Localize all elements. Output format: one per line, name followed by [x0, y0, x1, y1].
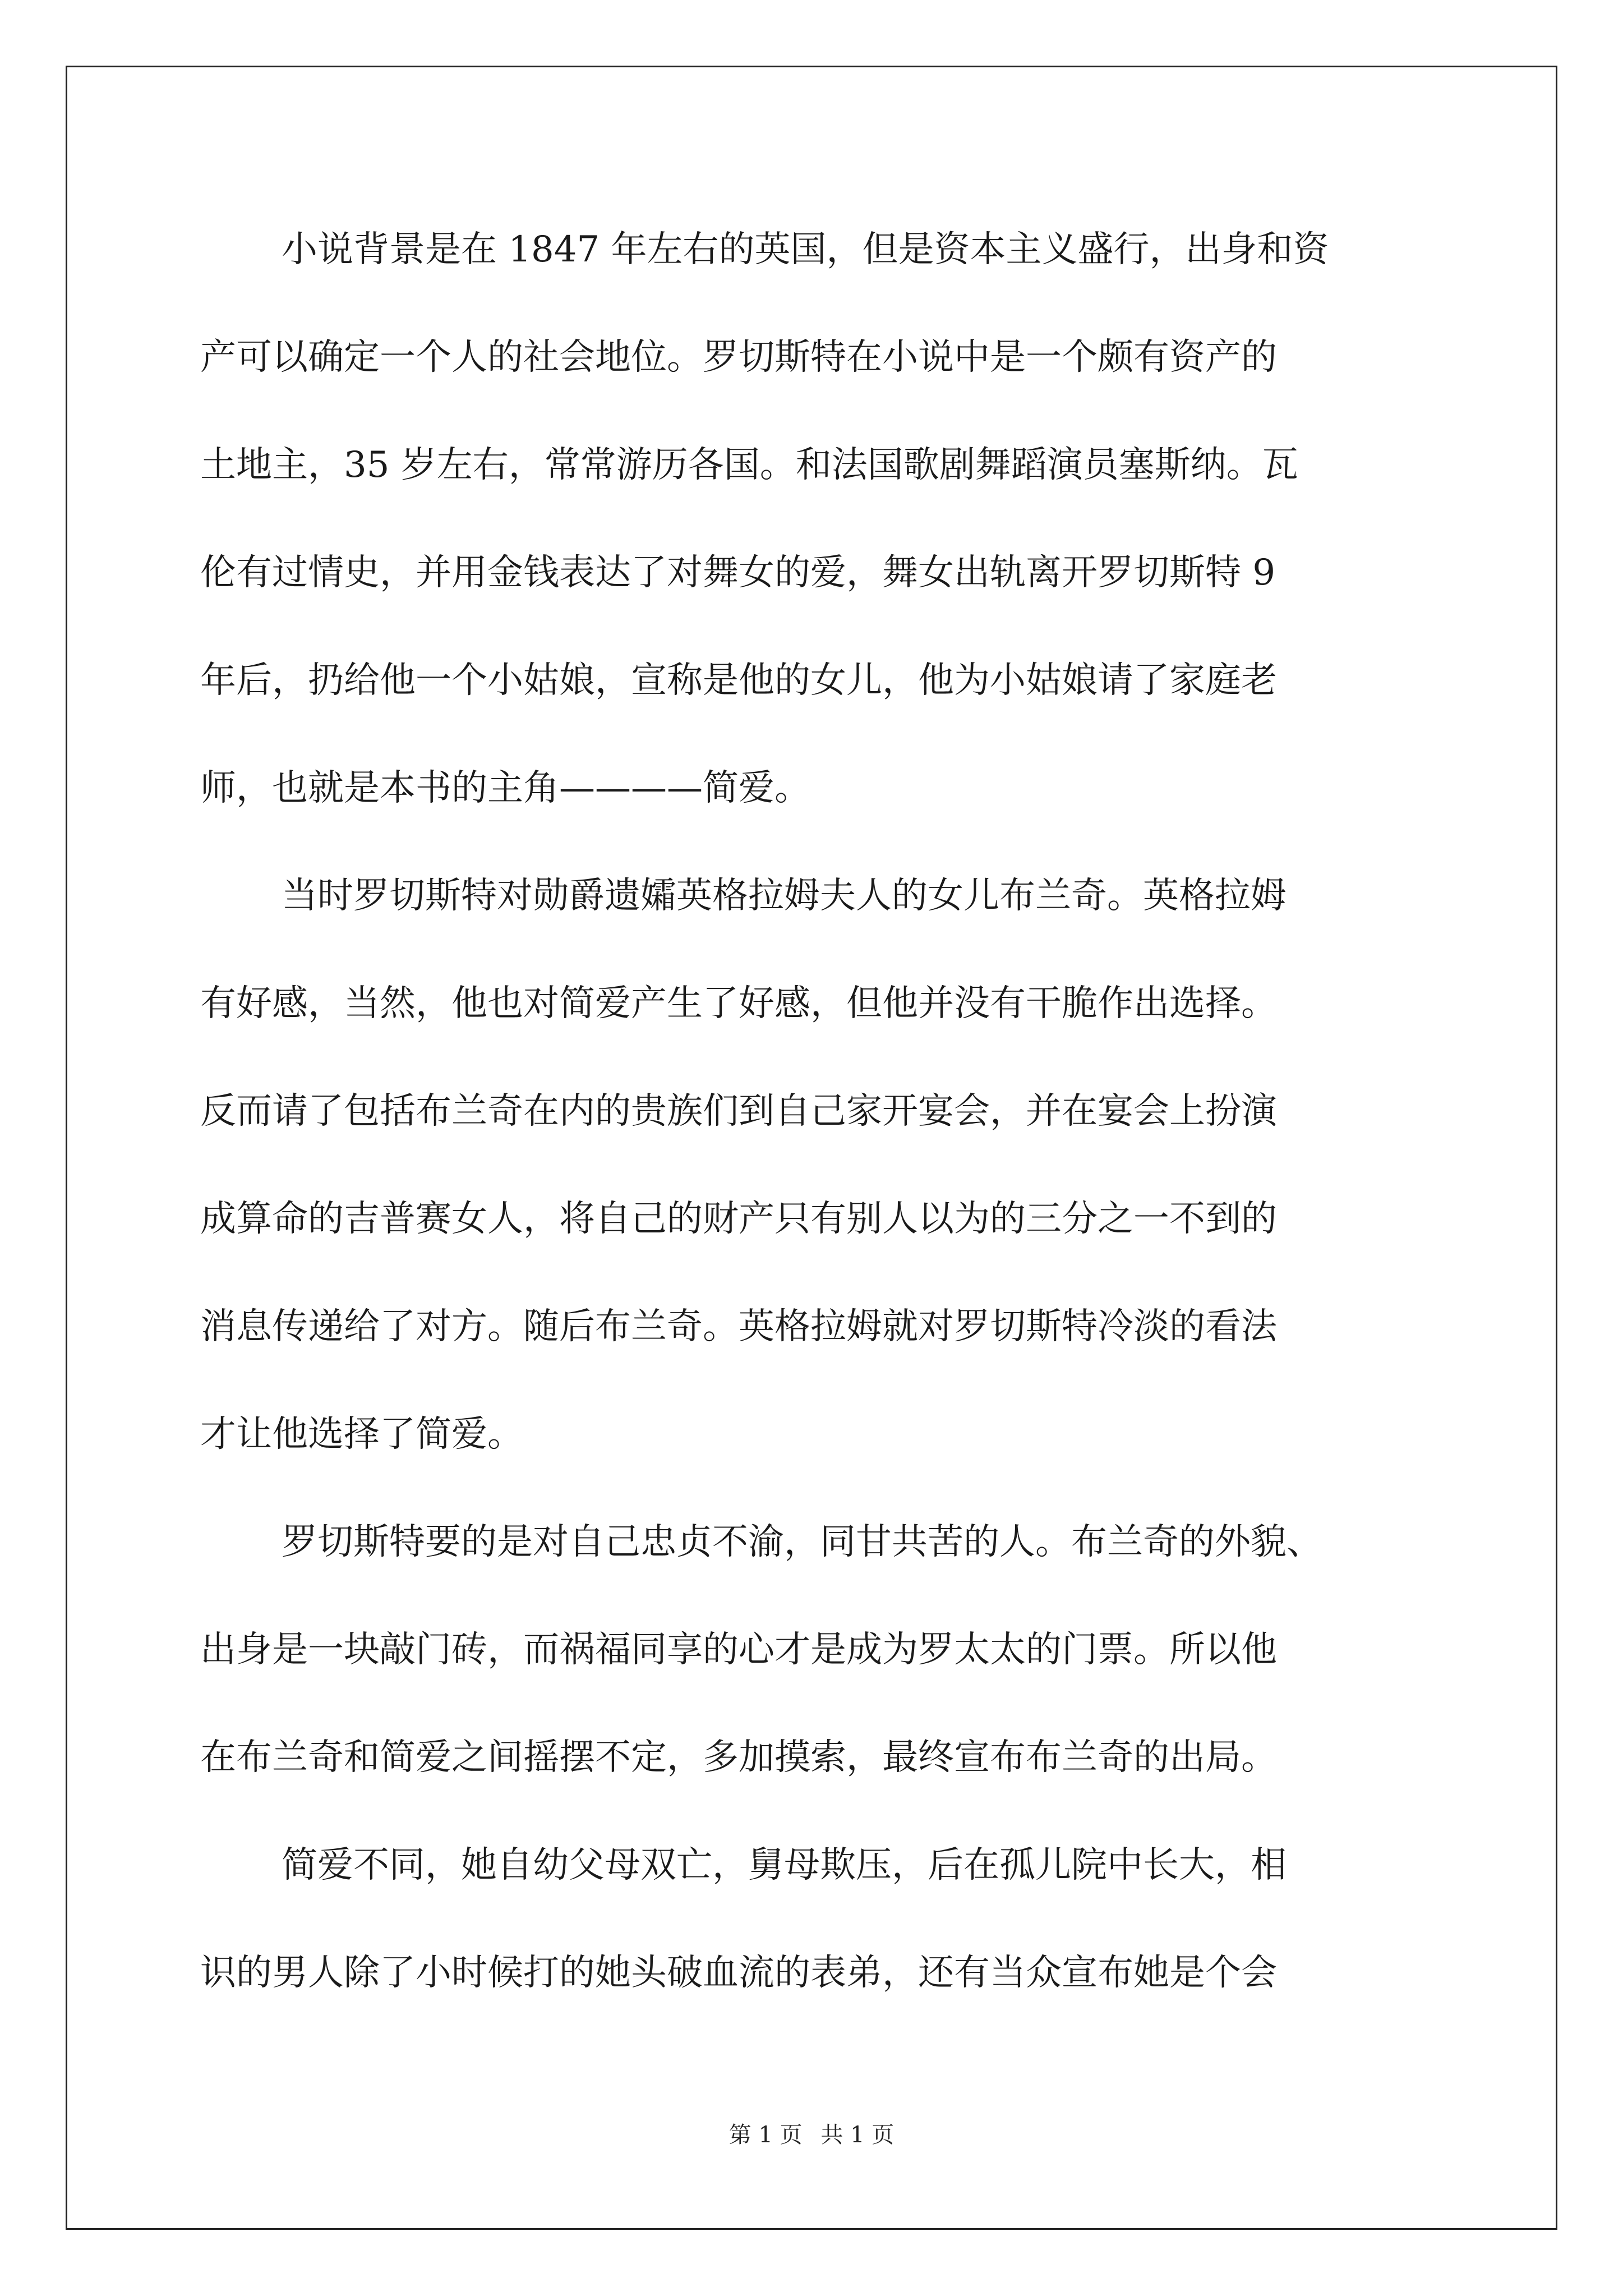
- text-line: 消息传递给了对方。随后布兰奇。英格拉姆就对罗切斯特冷淡的看法: [200, 1306, 1277, 1347]
- text-line: 出身是一块敲门砖，而祸福同享的心才是成为罗太太的门票。所以他: [200, 1629, 1277, 1671]
- text-line: 年后，扔给他一个小姑娘，宣称是他的女儿，他为小姑娘请了家庭老: [200, 660, 1277, 701]
- text-line: 才让他选择了简爱。: [200, 1414, 523, 1455]
- page-number-current: 第 1 页: [728, 2122, 803, 2148]
- page-number-total: 共 1 页: [820, 2122, 895, 2148]
- text-line: 当时罗切斯特对勋爵遗孀英格拉姆夫人的女儿布兰奇。英格拉姆: [282, 875, 1287, 917]
- text-line: 罗切斯特要的是对自己忠贞不渝，同甘共苦的人。布兰奇的外貌、: [282, 1521, 1322, 1563]
- text-line: 在布兰奇和简爱之间摇摆不定，多加摸索，最终宣布布兰奇的出局。: [200, 1737, 1277, 1778]
- text-line: 伦有过情史，并用金钱表达了对舞女的爱，舞女出轨离开罗切斯特 9: [200, 552, 1276, 593]
- text-line: 简爱不同，她自幼父母双亡，舅母欺压，后在孤儿院中长大，相: [282, 1844, 1287, 1886]
- text-line: 识的男人除了小时候打的她头破血流的表弟，还有当众宣布她是个会: [200, 1952, 1277, 1994]
- text-line: 土地主，35 岁左右，常常游历各国。和法国歌剧舞蹈演员塞斯纳。瓦: [200, 444, 1298, 486]
- text-line: 反而请了包括布兰奇在内的贵族们到自己家开宴会，并在宴会上扮演: [200, 1091, 1277, 1132]
- text-line: 有好感，当然，他也对简爱产生了好感，但他并没有干脆作出选择。: [200, 983, 1277, 1024]
- document-body: [200, 217, 1423, 2048]
- text-line: 师，也就是本书的主角————简爱。: [200, 767, 810, 809]
- text-line: 产可以确定一个人的社会地位。罗切斯特在小说中是一个颇有资产的: [200, 337, 1277, 378]
- text-line: 小说背景是在 1847 年左右的英国，但是资本主义盛行，出身和资: [282, 229, 1329, 270]
- page-footer: [0, 2119, 1623, 2151]
- text-line: 成算命的吉普赛女人，将自己的财产只有别人以为的三分之一不到的: [200, 1198, 1277, 1240]
